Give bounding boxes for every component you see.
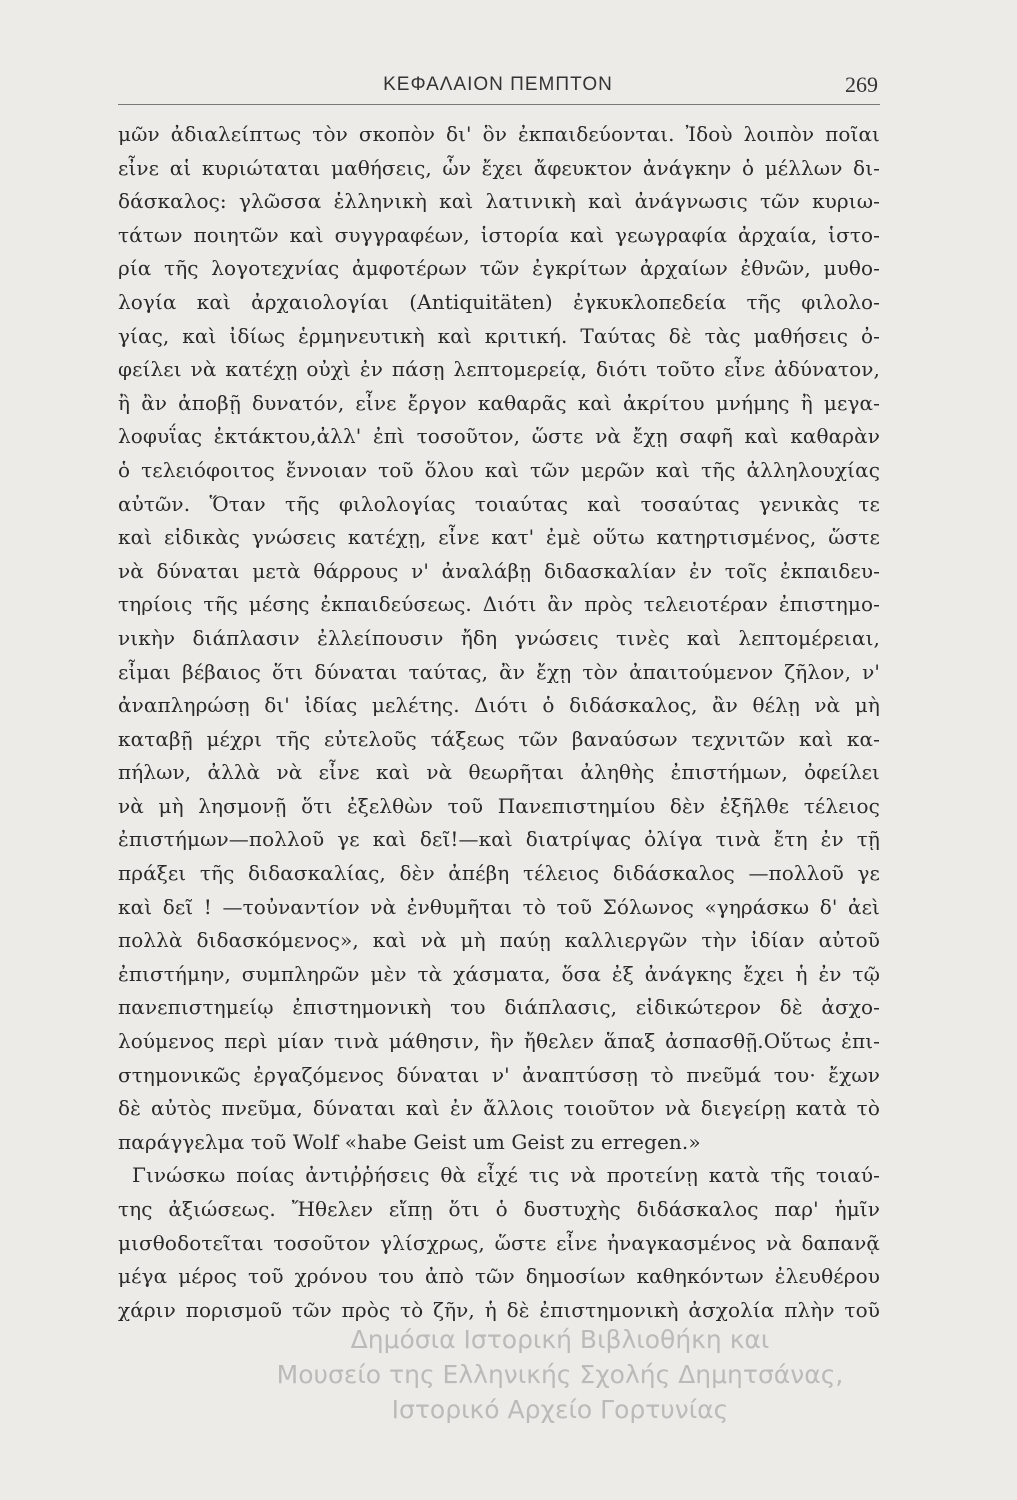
text-line: στημονικῶς ἐργαζόμενος δύναται ν' ἀναπτύσσῃ τὸ πνεῦμά του· ἔχων (118, 1062, 880, 1087)
text-line: γίας, καὶ ἰδίως ἑρμηνευτικὴ καὶ κριτική. Ταύτας δὲ τὰς μαθήσεις ὀ- (118, 323, 880, 348)
text-line: μισθοδοτεῖται τοσοῦτον γλίσχρως, ὥστε εἶνε ἠναγκασμένος νὰ δαπανᾷ (118, 1230, 880, 1255)
text-line: δὲ αὐτὸς πνεῦμα, δύναται καὶ ἐν ἄλλοις τοιοῦτον νὰ διεγείρῃ κατὰ τὸ (118, 1096, 880, 1121)
text-line: τάτων ποιητῶν καὶ συγγραφέων, ἱστορία καὶ γεωγραφία ἀρχαία, ἱστο- (118, 222, 880, 247)
text-line: ρία τῆς λογοτεχνίας ἀμφοτέρων τῶν ἐγκρίτων ἀρχαίων ἐθνῶν, μυθο- (118, 256, 880, 281)
text-line: χάριν πορισμοῦ τῶν πρὸς τὸ ζῆν, ἡ δὲ ἐπιστημονικὴ ἀσχολία πλὴν τοῦ (118, 1297, 880, 1322)
text-line: της ἀξιώσεως. Ἤθελεν εἴπῃ ὅτι ὁ δυστυχὴς διδάσκαλος παρ' ἡμῖν (118, 1197, 880, 1221)
text-line: καταβῇ μέχρι τῆς εὐτελοῦς τάξεως τῶν βαναύσων τεχνιτῶν καὶ κα- (118, 726, 880, 751)
text-line: ἐπιστήμην, συμπληρῶν μὲν τὰ χάσματα, ὅσα ἐξ ἀνάγκης ἔχει ἡ ἐν τῷ (118, 961, 880, 986)
running-header (118, 72, 878, 106)
watermark-line: Ιστορικό Αρχείο Γορτυνίας (391, 1395, 729, 1424)
text-line: καὶ δεῖ ! —τοὐναντίον νὰ ἐνθυμῆται τὸ τοῦ Σόλωνος «γηράσκω δ' ἀεὶ (118, 894, 880, 919)
text-line: αὐτῶν. Ὅταν τῆς φιλολογίας τοιαύτας καὶ τοσαύτας γενικὰς τε (118, 491, 880, 516)
chapter-title: ΚΕΦΑΛΑΙΟΝ ΠΕΜΠΤΟΝ (383, 74, 613, 95)
library-watermark (225, 1322, 895, 1427)
text-line: λούμενος περὶ μίαν τινὰ μάθησιν, ἣν ἤθελεν ἅπαξ ἀσπασθῇ.Οὕτως ἐπι- (118, 1029, 880, 1054)
text-line: εἶνε αἱ κυριώταται μαθήσεις, ὧν ἔχει ἄφευκτον ἀνάγκην ὁ μέλλων δι- (118, 155, 880, 180)
paragraph-end-line: παράγγελμα τοῦ Wolf «habe Geist um Geist zu erregen.» (118, 1129, 701, 1154)
header-rule (118, 104, 880, 105)
text-line: μῶν ἀδιαλείπτως τὸν σκοπὸν δι' ὃν ἐκπαιδεύονται. Ἰδοὺ λοιπὸν ποῖαι (118, 122, 880, 146)
text-line: λογία καὶ ἀρχαιολογίαι (Antiquitäten) ἐγκυκλοπεδεία τῆς φιλολο- (118, 289, 880, 314)
text-line: νικὴν διάπλασιν ἐλλείπουσιν ἤδη γνώσεις τινὲς καὶ λεπτομέρειαι, (118, 625, 880, 650)
text-line: νὰ μὴ λησμονῇ ὅτι ἐξελθὼν τοῦ Πανεπιστημίου δὲν ἐξῆλθε τέλειος (118, 793, 880, 818)
text-line: ἐπιστήμων—πολλοῦ γε καὶ δεῖ!—καὶ διατρίψας ὀλίγα τινὰ ἔτη ἐν τῇ (118, 827, 880, 852)
page-number: 269 (845, 72, 878, 97)
text-line: πολλὰ διδασκόμενος», καὶ νὰ μὴ παύῃ καλλιεργῶν τὴν ἰδίαν αὐτοῦ (118, 928, 880, 953)
watermark-line: Δημόσια Ιστορική Βιβλιοθήκη και (350, 1325, 770, 1354)
text-line: εἶμαι βέβαιος ὅτι δύναται ταύτας, ἂν ἔχῃ τὸν ἀπαιτούμενον ζῆλον, ν' (118, 659, 880, 684)
text-line: ἀναπληρώσῃ δι' ἰδίας μελέτης. Διότι ὁ διδάσκαλος, ἂν θέλῃ νὰ μὴ (118, 693, 880, 718)
text-line: φείλει νὰ κατέχῃ οὐχὶ ἐν πάσῃ λεπτομερείᾳ, διότι τοῦτο εἶνε ἀδύνατον, (118, 357, 880, 382)
watermark-line: Μουσείο της Ελληνικής Σχολής Δημητσάνας, (276, 1360, 844, 1389)
text-line: τηρίοις τῆς μέσης ἐκπαιδεύσεως. Διότι ἂν πρὸς τελειοτέραν ἐπιστημο- (118, 592, 880, 617)
text-line: πράξει τῆς διδασκαλίας, δὲν ἀπέβη τέλειος διδάσκαλος —πολλοῦ γε (118, 861, 880, 886)
text-line: νὰ δύναται μετὰ θάρρους ν' ἀναλάβῃ διδασκαλίαν ἐν τοῖς ἐκπαιδευ- (118, 558, 880, 583)
text-line: ἢ ἂν ἀποβῇ δυνατόν, εἶνε ἔργον καθαρᾶς καὶ ἀκρίτου μνήμης ἢ μεγα- (118, 390, 880, 415)
text-line: μέγα μέρος τοῦ χρόνου του ἀπὸ τῶν δημοσίων καθηκόντων ἐλευθέρου (118, 1264, 880, 1289)
text-line: πήλων, ἀλλὰ νὰ εἶνε καὶ νὰ θεωρῆται ἀληθὴς ἐπιστήμων, ὀφείλει (118, 760, 880, 785)
text-line: πανεπιστημείῳ ἐπιστημονικὴ του διάπλασις, εἰδικώτερον δὲ ἀσχο- (118, 995, 880, 1020)
text-line: καὶ εἰδικὰς γνώσεις κατέχῃ, εἶνε κατ' ἐμὲ οὕτω κατηρτισμένος, ὥστε (118, 525, 880, 550)
text-line: λοφυΐας ἐκτάκτου,ἀλλ' ἐπὶ τοσοῦτον, ὥστε νὰ ἔχῃ σαφῆ καὶ καθαρὰν (118, 424, 880, 449)
paragraph-start-line: Γινώσκω ποίας ἀντιῤῥήσεις θὰ εἶχέ τις νὰ προτείνῃ κατὰ τῆς τοιαύ- (132, 1163, 880, 1188)
text-line: ὁ τελειόφοιτος ἔννοιαν τοῦ ὅλου καὶ τῶν μερῶν καὶ τῆς ἀλληλουχίας (118, 457, 880, 482)
body-text (118, 118, 880, 1327)
text-line: δάσκαλος: γλῶσσα ἑλληνικὴ καὶ λατινικὴ καὶ ἀνάγνωσις τῶν κυριω- (118, 189, 880, 214)
